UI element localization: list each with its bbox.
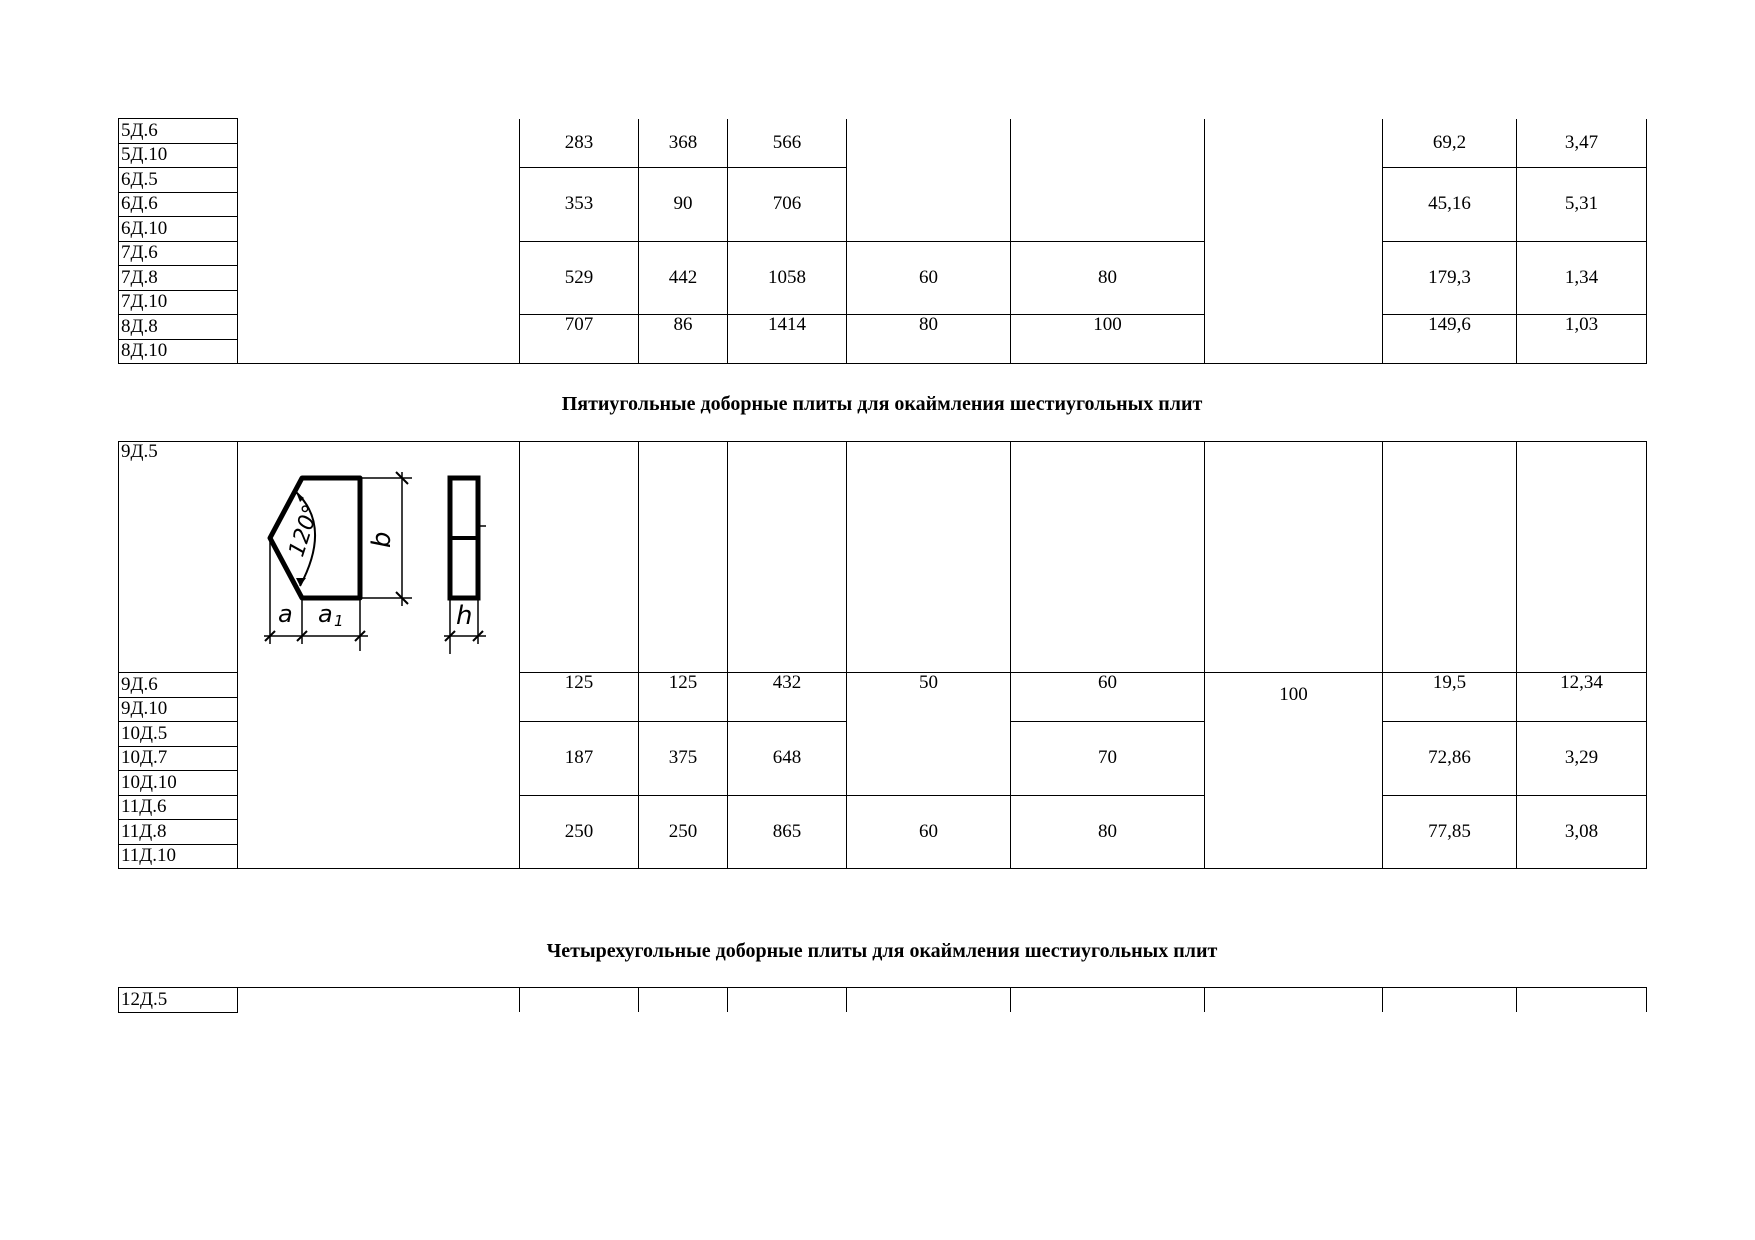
table-row	[119, 988, 1647, 1013]
value-cell: 179,3	[1383, 241, 1517, 315]
drawing-cell	[238, 119, 520, 364]
mark-cell: 8Д.8	[119, 315, 238, 340]
value-cell: 50	[847, 673, 1011, 796]
value-cell	[1011, 988, 1205, 1013]
value-cell: 80	[1011, 241, 1205, 315]
a1-label: a	[318, 600, 333, 628]
table-row	[119, 442, 1647, 673]
value-cell: 77,85	[1383, 795, 1517, 869]
a-label: a	[278, 600, 293, 628]
value-cell: 3,29	[1517, 722, 1647, 796]
drawing-cell	[238, 442, 520, 869]
table-quadrilateral	[118, 987, 1647, 1013]
value-cell: 865	[728, 795, 847, 869]
value-cell: 368	[639, 119, 728, 168]
value-cell: 442	[639, 241, 728, 315]
value-cell	[639, 988, 728, 1013]
value-cell: 69,2	[1383, 119, 1517, 168]
value-cell: 60	[1011, 673, 1205, 722]
value-cell	[520, 442, 639, 673]
value-cell: 707	[520, 315, 639, 364]
value-cell	[639, 442, 728, 673]
value-cell: 375	[639, 722, 728, 796]
value-cell: 70	[1011, 722, 1205, 796]
value-cell: 19,5	[1383, 673, 1517, 722]
value-cell: 5,31	[1517, 168, 1647, 242]
mark-cell: 12Д.5	[119, 988, 238, 1013]
mark-cell: 9Д.5	[119, 442, 238, 673]
value-cell: 60	[847, 795, 1011, 869]
mark-cell: 11Д.8	[119, 820, 238, 845]
value-cell	[520, 988, 639, 1013]
value-cell: 100	[1011, 315, 1205, 364]
value-cell: 125	[520, 673, 639, 722]
mark-cell: 10Д.10	[119, 771, 238, 796]
mark-cell: 6Д.5	[119, 168, 238, 193]
value-cell: 648	[728, 722, 847, 796]
value-cell	[847, 119, 1011, 242]
value-cell: 353	[520, 168, 639, 242]
value-cell: 1,03	[1517, 315, 1647, 364]
mark-cell: 7Д.8	[119, 266, 238, 291]
value-cell	[1011, 119, 1205, 242]
mark-cell: 10Д.7	[119, 746, 238, 771]
value-cell	[1011, 442, 1205, 673]
value-cell	[1205, 442, 1383, 673]
value-cell: 1414	[728, 315, 847, 364]
value-cell: 90	[639, 168, 728, 242]
h-label: h	[456, 601, 473, 631]
value-cell: 100	[1205, 673, 1383, 869]
value-cell	[728, 988, 847, 1013]
mark-cell: 7Д.10	[119, 290, 238, 315]
drawing-cell	[238, 988, 520, 1013]
value-cell: 706	[728, 168, 847, 242]
value-cell: 80	[847, 315, 1011, 364]
value-cell: 3,08	[1517, 795, 1647, 869]
value-cell: 187	[520, 722, 639, 796]
b-label: b	[367, 531, 397, 548]
value-cell	[847, 988, 1011, 1013]
value-cell	[728, 442, 847, 673]
mark-cell: 5Д.10	[119, 143, 238, 168]
value-cell: 432	[728, 673, 847, 722]
value-cell	[1205, 119, 1383, 364]
mark-cell: 9Д.10	[119, 697, 238, 722]
value-cell	[1205, 988, 1383, 1013]
mark-cell: 9Д.6	[119, 673, 238, 698]
mark-cell: 8Д.10	[119, 339, 238, 364]
value-cell: 86	[639, 315, 728, 364]
value-cell	[1517, 988, 1647, 1013]
mark-cell: 11Д.6	[119, 795, 238, 820]
value-cell: 149,6	[1383, 315, 1517, 364]
section-caption-quadrilateral: Четырехугольные доборные плиты для окаймления шестиугольных плит	[546, 940, 1218, 962]
value-cell: 1,34	[1517, 241, 1647, 315]
section-caption-pentagonal: Пятиугольные доборные плиты для окаймления шестиугольных плит	[561, 393, 1203, 415]
value-cell	[1383, 988, 1517, 1013]
value-cell: 1058	[728, 241, 847, 315]
a1-subscript: 1	[334, 612, 344, 630]
value-cell: 12,34	[1517, 673, 1647, 722]
mark-cell: 6Д.6	[119, 192, 238, 217]
value-cell: 80	[1011, 795, 1205, 869]
table-row	[119, 119, 1647, 144]
mark-cell: 6Д.10	[119, 217, 238, 242]
value-cell: 529	[520, 241, 639, 315]
value-cell: 250	[520, 795, 639, 869]
table-pentagonal	[118, 441, 1647, 869]
value-cell: 283	[520, 119, 639, 168]
table-hexagonal-tail	[118, 118, 1647, 364]
value-cell: 250	[639, 795, 728, 869]
value-cell: 566	[728, 119, 847, 168]
value-cell: 3,47	[1517, 119, 1647, 168]
mark-cell: 7Д.6	[119, 241, 238, 266]
angle-label: 120°	[284, 501, 325, 560]
value-cell: 60	[847, 241, 1011, 315]
pentagonal-slab-drawing	[260, 446, 500, 661]
value-cell	[1383, 442, 1517, 673]
mark-cell: 5Д.6	[119, 119, 238, 144]
mark-cell: 10Д.5	[119, 722, 238, 747]
value-cell: 125	[639, 673, 728, 722]
value-cell: 72,86	[1383, 722, 1517, 796]
mark-cell: 11Д.10	[119, 844, 238, 869]
value-cell: 45,16	[1383, 168, 1517, 242]
value-cell	[847, 442, 1011, 673]
value-cell	[1517, 442, 1647, 673]
